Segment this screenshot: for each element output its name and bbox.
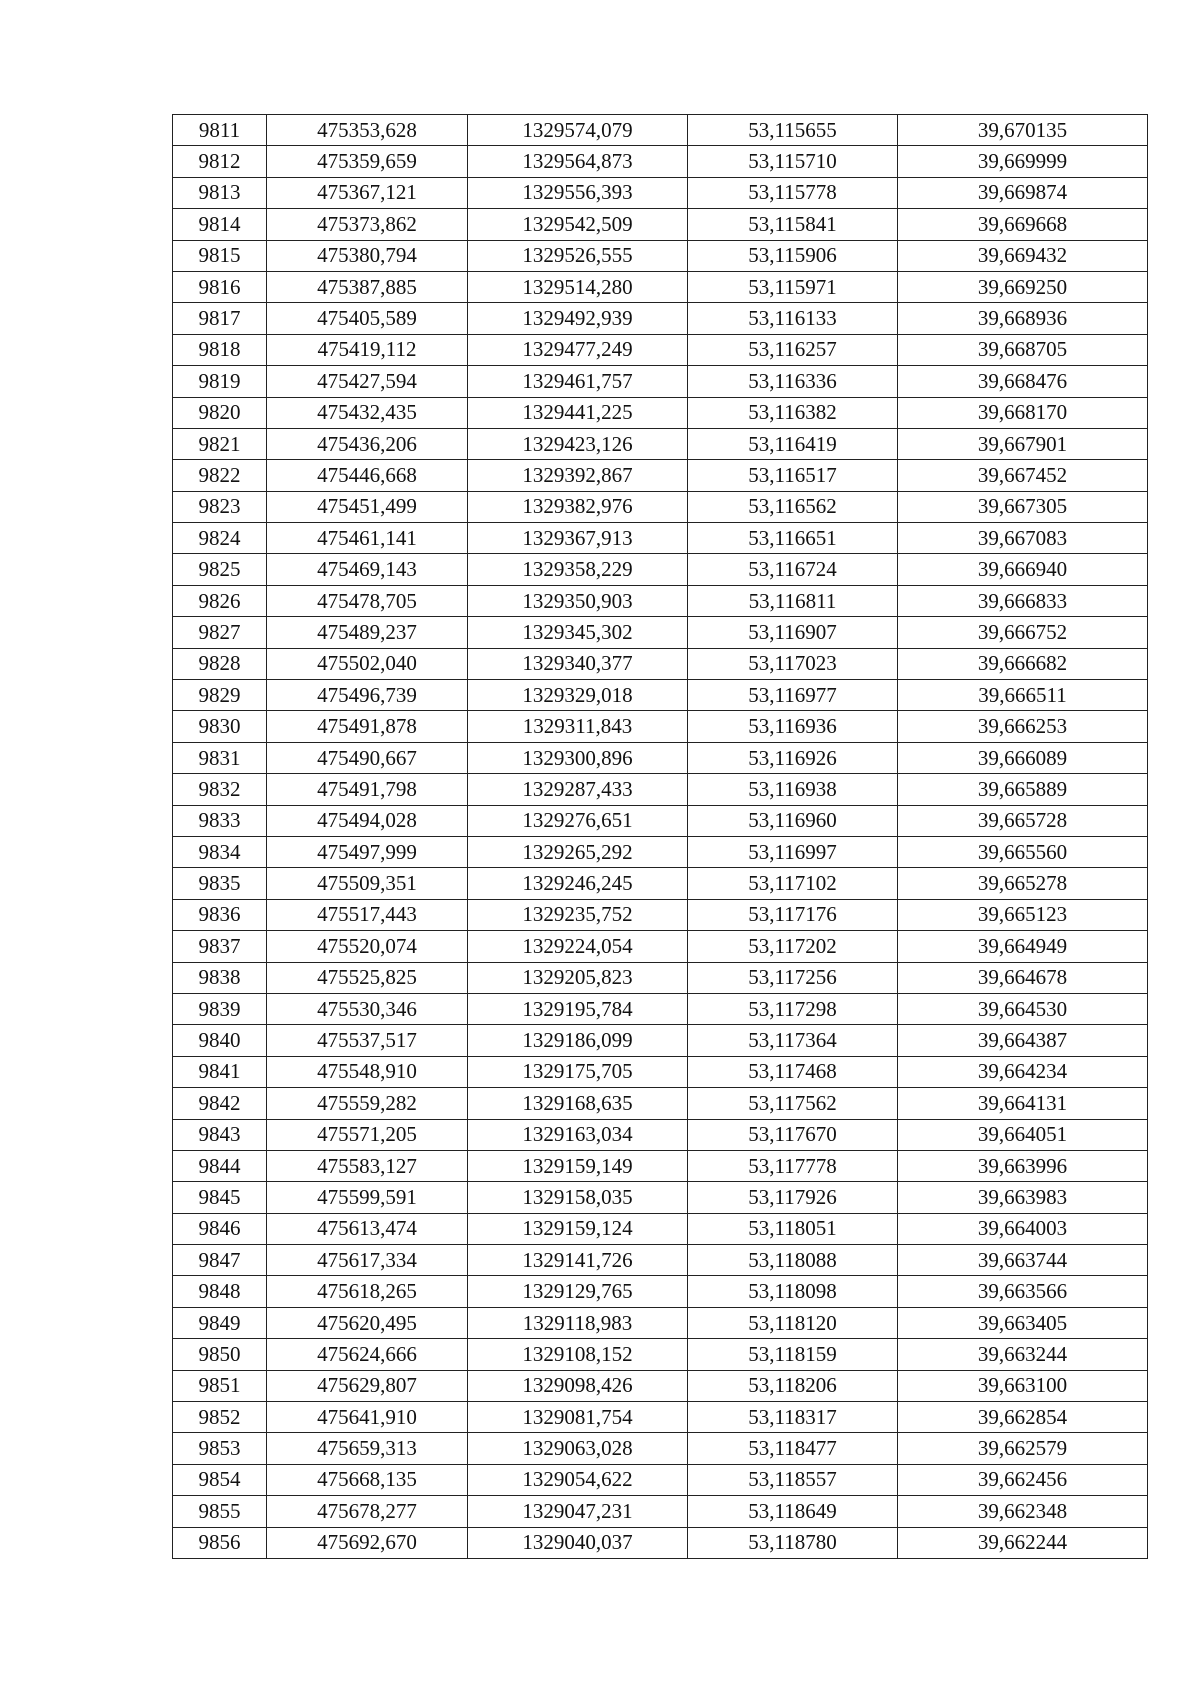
table-row [173, 1496, 1148, 1527]
x-coordinate-cell: 475436,206 [267, 428, 468, 459]
longitude-cell: 39,664003 [898, 1213, 1148, 1244]
table-row [173, 491, 1148, 522]
table-row [173, 711, 1148, 742]
longitude-cell: 39,666511 [898, 680, 1148, 711]
longitude-cell: 39,668476 [898, 366, 1148, 397]
longitude-cell: 39,670135 [898, 115, 1148, 146]
longitude-cell: 39,664131 [898, 1088, 1148, 1119]
x-coordinate-cell: 475489,237 [267, 617, 468, 648]
table-row [173, 271, 1148, 302]
longitude-cell: 39,663100 [898, 1370, 1148, 1401]
table-row [173, 1213, 1148, 1244]
latitude-cell: 53,116977 [688, 680, 898, 711]
point-number-cell: 9845 [173, 1182, 267, 1213]
x-coordinate-cell: 475502,040 [267, 648, 468, 679]
y-coordinate-cell: 1329054,622 [468, 1464, 688, 1495]
x-coordinate-cell: 475373,862 [267, 209, 468, 240]
x-coordinate-cell: 475405,589 [267, 303, 468, 334]
longitude-cell: 39,667452 [898, 460, 1148, 491]
longitude-cell: 39,668170 [898, 397, 1148, 428]
latitude-cell: 53,116133 [688, 303, 898, 334]
point-number-cell: 9852 [173, 1402, 267, 1433]
x-coordinate-cell: 475624,666 [267, 1339, 468, 1370]
y-coordinate-cell: 1329477,249 [468, 334, 688, 365]
x-coordinate-cell: 475478,705 [267, 585, 468, 616]
point-number-cell: 9847 [173, 1245, 267, 1276]
x-coordinate-cell: 475509,351 [267, 868, 468, 899]
latitude-cell: 53,115906 [688, 240, 898, 271]
latitude-cell: 53,117670 [688, 1119, 898, 1150]
point-number-cell: 9818 [173, 334, 267, 365]
latitude-cell: 53,117176 [688, 899, 898, 930]
x-coordinate-cell: 475359,659 [267, 146, 468, 177]
table-row [173, 1056, 1148, 1087]
point-number-cell: 9819 [173, 366, 267, 397]
table-row [173, 303, 1148, 334]
y-coordinate-cell: 1329195,784 [468, 993, 688, 1024]
table-row [173, 1088, 1148, 1119]
latitude-cell: 53,117778 [688, 1150, 898, 1181]
latitude-cell: 53,116257 [688, 334, 898, 365]
x-coordinate-cell: 475559,282 [267, 1088, 468, 1119]
longitude-cell: 39,668936 [898, 303, 1148, 334]
y-coordinate-cell: 1329382,976 [468, 491, 688, 522]
x-coordinate-cell: 475427,594 [267, 366, 468, 397]
latitude-cell: 53,118780 [688, 1527, 898, 1558]
y-coordinate-cell: 1329098,426 [468, 1370, 688, 1401]
x-coordinate-cell: 475490,667 [267, 742, 468, 773]
point-number-cell: 9811 [173, 115, 267, 146]
table-row [173, 648, 1148, 679]
latitude-cell: 53,118649 [688, 1496, 898, 1527]
x-coordinate-cell: 475517,443 [267, 899, 468, 930]
latitude-cell: 53,117468 [688, 1056, 898, 1087]
point-number-cell: 9840 [173, 1025, 267, 1056]
x-coordinate-cell: 475530,346 [267, 993, 468, 1024]
y-coordinate-cell: 1329340,377 [468, 648, 688, 679]
table-row [173, 460, 1148, 491]
y-coordinate-cell: 1329441,225 [468, 397, 688, 428]
y-coordinate-cell: 1329350,903 [468, 585, 688, 616]
x-coordinate-cell: 475548,910 [267, 1056, 468, 1087]
latitude-cell: 53,116936 [688, 711, 898, 742]
point-number-cell: 9815 [173, 240, 267, 271]
longitude-cell: 39,669999 [898, 146, 1148, 177]
latitude-cell: 53,115841 [688, 209, 898, 240]
point-number-cell: 9831 [173, 742, 267, 773]
point-number-cell: 9829 [173, 680, 267, 711]
latitude-cell: 53,116382 [688, 397, 898, 428]
point-number-cell: 9855 [173, 1496, 267, 1527]
table-row [173, 1182, 1148, 1213]
longitude-cell: 39,663566 [898, 1276, 1148, 1307]
latitude-cell: 53,116419 [688, 428, 898, 459]
table-row [173, 1402, 1148, 1433]
latitude-cell: 53,115778 [688, 177, 898, 208]
longitude-cell: 39,666940 [898, 554, 1148, 585]
latitude-cell: 53,117202 [688, 931, 898, 962]
table-row [173, 428, 1148, 459]
longitude-cell: 39,667305 [898, 491, 1148, 522]
y-coordinate-cell: 1329392,867 [468, 460, 688, 491]
table-row [173, 742, 1148, 773]
longitude-cell: 39,663405 [898, 1307, 1148, 1338]
x-coordinate-cell: 475419,112 [267, 334, 468, 365]
point-number-cell: 9820 [173, 397, 267, 428]
point-number-cell: 9830 [173, 711, 267, 742]
table-row [173, 617, 1148, 648]
y-coordinate-cell: 1329159,149 [468, 1150, 688, 1181]
table-row [173, 899, 1148, 930]
x-coordinate-cell: 475641,910 [267, 1402, 468, 1433]
table-row [173, 680, 1148, 711]
point-number-cell: 9823 [173, 491, 267, 522]
longitude-cell: 39,662348 [898, 1496, 1148, 1527]
x-coordinate-cell: 475491,798 [267, 774, 468, 805]
longitude-cell: 39,662244 [898, 1527, 1148, 1558]
x-coordinate-cell: 475583,127 [267, 1150, 468, 1181]
point-number-cell: 9851 [173, 1370, 267, 1401]
y-coordinate-cell: 1329358,229 [468, 554, 688, 585]
y-coordinate-cell: 1329040,037 [468, 1527, 688, 1558]
y-coordinate-cell: 1329276,651 [468, 805, 688, 836]
longitude-cell: 39,663744 [898, 1245, 1148, 1276]
longitude-cell: 39,665123 [898, 899, 1148, 930]
y-coordinate-cell: 1329526,555 [468, 240, 688, 271]
y-coordinate-cell: 1329186,099 [468, 1025, 688, 1056]
y-coordinate-cell: 1329118,983 [468, 1307, 688, 1338]
point-number-cell: 9853 [173, 1433, 267, 1464]
y-coordinate-cell: 1329141,726 [468, 1245, 688, 1276]
y-coordinate-cell: 1329205,823 [468, 962, 688, 993]
longitude-cell: 39,667083 [898, 523, 1148, 554]
coordinates-table [172, 114, 1148, 1559]
y-coordinate-cell: 1329163,034 [468, 1119, 688, 1150]
longitude-cell: 39,669668 [898, 209, 1148, 240]
y-coordinate-cell: 1329329,018 [468, 680, 688, 711]
y-coordinate-cell: 1329423,126 [468, 428, 688, 459]
point-number-cell: 9825 [173, 554, 267, 585]
x-coordinate-cell: 475497,999 [267, 836, 468, 867]
latitude-cell: 53,116724 [688, 554, 898, 585]
table-row [173, 554, 1148, 585]
y-coordinate-cell: 1329108,152 [468, 1339, 688, 1370]
table-row [173, 397, 1148, 428]
table-row [173, 334, 1148, 365]
y-coordinate-cell: 1329224,054 [468, 931, 688, 962]
latitude-cell: 53,116960 [688, 805, 898, 836]
table-row [173, 1150, 1148, 1181]
latitude-cell: 53,117562 [688, 1088, 898, 1119]
latitude-cell: 53,118098 [688, 1276, 898, 1307]
longitude-cell: 39,669250 [898, 271, 1148, 302]
latitude-cell: 53,116938 [688, 774, 898, 805]
table-row [173, 1307, 1148, 1338]
point-number-cell: 9833 [173, 805, 267, 836]
longitude-cell: 39,663244 [898, 1339, 1148, 1370]
x-coordinate-cell: 475525,825 [267, 962, 468, 993]
point-number-cell: 9832 [173, 774, 267, 805]
longitude-cell: 39,667901 [898, 428, 1148, 459]
x-coordinate-cell: 475446,668 [267, 460, 468, 491]
point-number-cell: 9828 [173, 648, 267, 679]
latitude-cell: 53,115655 [688, 115, 898, 146]
longitude-cell: 39,663996 [898, 1150, 1148, 1181]
x-coordinate-cell: 475620,495 [267, 1307, 468, 1338]
latitude-cell: 53,117102 [688, 868, 898, 899]
x-coordinate-cell: 475432,435 [267, 397, 468, 428]
table-row [173, 366, 1148, 397]
latitude-cell: 53,115971 [688, 271, 898, 302]
x-coordinate-cell: 475571,205 [267, 1119, 468, 1150]
table-row [173, 146, 1148, 177]
longitude-cell: 39,662456 [898, 1464, 1148, 1495]
x-coordinate-cell: 475599,591 [267, 1182, 468, 1213]
y-coordinate-cell: 1329556,393 [468, 177, 688, 208]
longitude-cell: 39,664530 [898, 993, 1148, 1024]
y-coordinate-cell: 1329367,913 [468, 523, 688, 554]
longitude-cell: 39,666089 [898, 742, 1148, 773]
table-row [173, 115, 1148, 146]
point-number-cell: 9848 [173, 1276, 267, 1307]
x-coordinate-cell: 475668,135 [267, 1464, 468, 1495]
y-coordinate-cell: 1329542,509 [468, 209, 688, 240]
y-coordinate-cell: 1329265,292 [468, 836, 688, 867]
table-row [173, 1119, 1148, 1150]
point-number-cell: 9854 [173, 1464, 267, 1495]
table-row [173, 240, 1148, 271]
table-row [173, 962, 1148, 993]
point-number-cell: 9844 [173, 1150, 267, 1181]
x-coordinate-cell: 475353,628 [267, 115, 468, 146]
latitude-cell: 53,118317 [688, 1402, 898, 1433]
x-coordinate-cell: 475469,143 [267, 554, 468, 585]
point-number-cell: 9816 [173, 271, 267, 302]
point-number-cell: 9839 [173, 993, 267, 1024]
longitude-cell: 39,664678 [898, 962, 1148, 993]
point-number-cell: 9846 [173, 1213, 267, 1244]
latitude-cell: 53,117256 [688, 962, 898, 993]
table-row [173, 1464, 1148, 1495]
longitude-cell: 39,669874 [898, 177, 1148, 208]
table-row [173, 805, 1148, 836]
y-coordinate-cell: 1329287,433 [468, 774, 688, 805]
latitude-cell: 53,116907 [688, 617, 898, 648]
x-coordinate-cell: 475678,277 [267, 1496, 468, 1527]
table-row [173, 1339, 1148, 1370]
latitude-cell: 53,118120 [688, 1307, 898, 1338]
point-number-cell: 9835 [173, 868, 267, 899]
x-coordinate-cell: 475387,885 [267, 271, 468, 302]
point-number-cell: 9814 [173, 209, 267, 240]
y-coordinate-cell: 1329564,873 [468, 146, 688, 177]
x-coordinate-cell: 475629,807 [267, 1370, 468, 1401]
longitude-cell: 39,662854 [898, 1402, 1148, 1433]
y-coordinate-cell: 1329574,079 [468, 115, 688, 146]
point-number-cell: 9824 [173, 523, 267, 554]
point-number-cell: 9837 [173, 931, 267, 962]
point-number-cell: 9843 [173, 1119, 267, 1150]
table-row [173, 1025, 1148, 1056]
point-number-cell: 9849 [173, 1307, 267, 1338]
x-coordinate-cell: 475659,313 [267, 1433, 468, 1464]
latitude-cell: 53,116811 [688, 585, 898, 616]
longitude-cell: 39,664234 [898, 1056, 1148, 1087]
y-coordinate-cell: 1329461,757 [468, 366, 688, 397]
longitude-cell: 39,665278 [898, 868, 1148, 899]
point-number-cell: 9842 [173, 1088, 267, 1119]
table-row [173, 1276, 1148, 1307]
latitude-cell: 53,116562 [688, 491, 898, 522]
x-coordinate-cell: 475537,517 [267, 1025, 468, 1056]
y-coordinate-cell: 1329514,280 [468, 271, 688, 302]
coordinates-table-body [173, 115, 1148, 1559]
table-row [173, 868, 1148, 899]
longitude-cell: 39,664051 [898, 1119, 1148, 1150]
longitude-cell: 39,666682 [898, 648, 1148, 679]
x-coordinate-cell: 475617,334 [267, 1245, 468, 1276]
point-number-cell: 9836 [173, 899, 267, 930]
table-row [173, 1245, 1148, 1276]
x-coordinate-cell: 475613,474 [267, 1213, 468, 1244]
y-coordinate-cell: 1329300,896 [468, 742, 688, 773]
y-coordinate-cell: 1329159,124 [468, 1213, 688, 1244]
y-coordinate-cell: 1329168,635 [468, 1088, 688, 1119]
y-coordinate-cell: 1329158,035 [468, 1182, 688, 1213]
x-coordinate-cell: 475692,670 [267, 1527, 468, 1558]
x-coordinate-cell: 475496,739 [267, 680, 468, 711]
longitude-cell: 39,666833 [898, 585, 1148, 616]
table-row [173, 523, 1148, 554]
point-number-cell: 9834 [173, 836, 267, 867]
table-row [173, 177, 1148, 208]
x-coordinate-cell: 475451,499 [267, 491, 468, 522]
longitude-cell: 39,665728 [898, 805, 1148, 836]
table-row [173, 585, 1148, 616]
point-number-cell: 9838 [173, 962, 267, 993]
latitude-cell: 53,118159 [688, 1339, 898, 1370]
point-number-cell: 9850 [173, 1339, 267, 1370]
point-number-cell: 9821 [173, 428, 267, 459]
point-number-cell: 9813 [173, 177, 267, 208]
y-coordinate-cell: 1329492,939 [468, 303, 688, 334]
latitude-cell: 53,116997 [688, 836, 898, 867]
latitude-cell: 53,116926 [688, 742, 898, 773]
latitude-cell: 53,118557 [688, 1464, 898, 1495]
longitude-cell: 39,666752 [898, 617, 1148, 648]
latitude-cell: 53,118206 [688, 1370, 898, 1401]
table-row [173, 1433, 1148, 1464]
latitude-cell: 53,118051 [688, 1213, 898, 1244]
table-row [173, 1370, 1148, 1401]
x-coordinate-cell: 475618,265 [267, 1276, 468, 1307]
longitude-cell: 39,665889 [898, 774, 1148, 805]
table-row [173, 836, 1148, 867]
latitude-cell: 53,117926 [688, 1182, 898, 1213]
x-coordinate-cell: 475461,141 [267, 523, 468, 554]
latitude-cell: 53,115710 [688, 146, 898, 177]
y-coordinate-cell: 1329246,245 [468, 868, 688, 899]
x-coordinate-cell: 475367,121 [267, 177, 468, 208]
table-row [173, 774, 1148, 805]
longitude-cell: 39,662579 [898, 1433, 1148, 1464]
latitude-cell: 53,116651 [688, 523, 898, 554]
point-number-cell: 9817 [173, 303, 267, 334]
longitude-cell: 39,665560 [898, 836, 1148, 867]
latitude-cell: 53,117298 [688, 993, 898, 1024]
x-coordinate-cell: 475380,794 [267, 240, 468, 271]
point-number-cell: 9822 [173, 460, 267, 491]
latitude-cell: 53,118088 [688, 1245, 898, 1276]
y-coordinate-cell: 1329235,752 [468, 899, 688, 930]
y-coordinate-cell: 1329129,765 [468, 1276, 688, 1307]
point-number-cell: 9812 [173, 146, 267, 177]
longitude-cell: 39,664949 [898, 931, 1148, 962]
x-coordinate-cell: 475494,028 [267, 805, 468, 836]
table-row [173, 931, 1148, 962]
point-number-cell: 9826 [173, 585, 267, 616]
latitude-cell: 53,117023 [688, 648, 898, 679]
latitude-cell: 53,118477 [688, 1433, 898, 1464]
latitude-cell: 53,117364 [688, 1025, 898, 1056]
y-coordinate-cell: 1329345,302 [468, 617, 688, 648]
table-row [173, 993, 1148, 1024]
table-row [173, 209, 1148, 240]
point-number-cell: 9841 [173, 1056, 267, 1087]
latitude-cell: 53,116517 [688, 460, 898, 491]
point-number-cell: 9827 [173, 617, 267, 648]
y-coordinate-cell: 1329063,028 [468, 1433, 688, 1464]
table-row [173, 1527, 1148, 1558]
y-coordinate-cell: 1329175,705 [468, 1056, 688, 1087]
longitude-cell: 39,664387 [898, 1025, 1148, 1056]
longitude-cell: 39,666253 [898, 711, 1148, 742]
y-coordinate-cell: 1329311,843 [468, 711, 688, 742]
latitude-cell: 53,116336 [688, 366, 898, 397]
x-coordinate-cell: 475491,878 [267, 711, 468, 742]
longitude-cell: 39,669432 [898, 240, 1148, 271]
point-number-cell: 9856 [173, 1527, 267, 1558]
longitude-cell: 39,668705 [898, 334, 1148, 365]
y-coordinate-cell: 1329047,231 [468, 1496, 688, 1527]
y-coordinate-cell: 1329081,754 [468, 1402, 688, 1433]
x-coordinate-cell: 475520,074 [267, 931, 468, 962]
longitude-cell: 39,663983 [898, 1182, 1148, 1213]
